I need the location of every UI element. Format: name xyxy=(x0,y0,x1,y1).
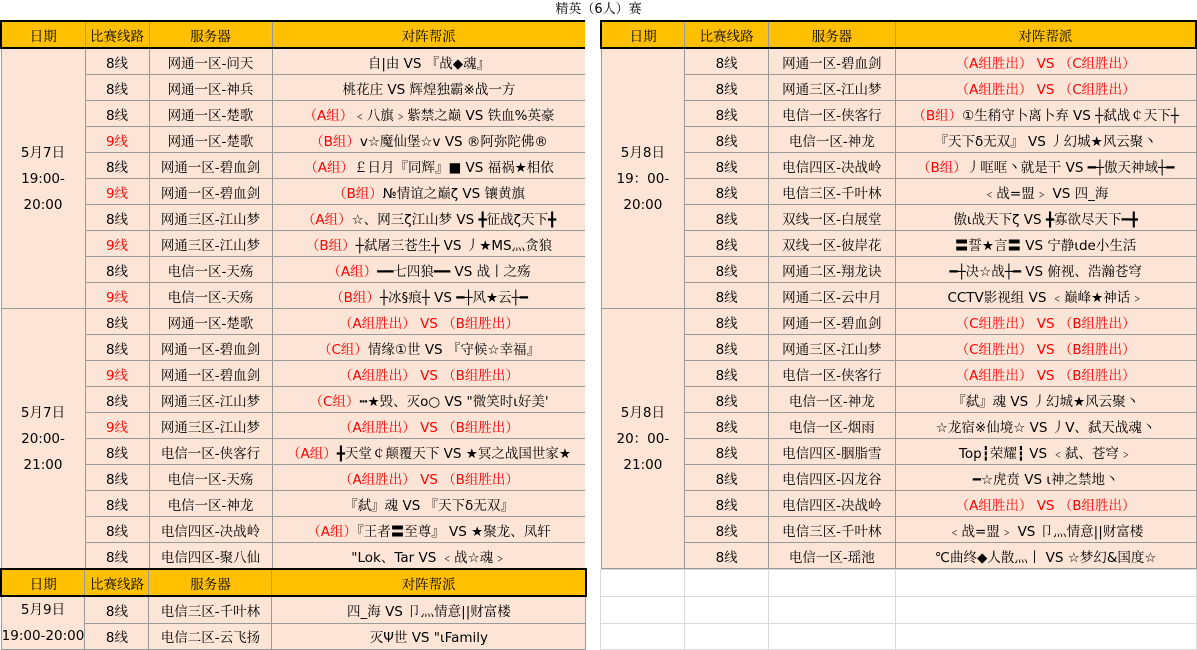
match-cell xyxy=(272,517,586,543)
empty-cell xyxy=(685,623,769,650)
table-row xyxy=(1,153,586,179)
date-line: 19：00- xyxy=(616,170,670,187)
table-row xyxy=(601,413,1196,439)
line-cell: 8线 xyxy=(85,491,149,517)
line-cell: 9线 xyxy=(85,231,149,257)
server-cell: 网通一区-楚歌 xyxy=(149,309,272,335)
match-group-label: （A组） xyxy=(307,523,357,540)
table-row xyxy=(1,75,586,101)
table-row xyxy=(1,127,586,153)
table-row xyxy=(601,75,1196,101)
line-cell: 9线 xyxy=(85,413,149,439)
date-line: 20:00 xyxy=(623,196,663,213)
match-cell: 灭Ψ世 VS "ιFamily xyxy=(272,623,586,650)
match-group-label: （A组） xyxy=(303,107,354,124)
table-row xyxy=(1,179,586,205)
table-row xyxy=(1,491,586,517)
match-teams: ﹤八旗﹥紫禁之巅 VS 铁血%英豪 xyxy=(353,107,555,124)
line-cell: 8线 xyxy=(685,309,769,335)
line-cell: 8线 xyxy=(85,335,149,361)
match-cell: Top┇荣耀┇ VS ﹤弑、苍穹﹥ xyxy=(895,439,1196,465)
table-row xyxy=(601,309,1196,335)
match-group-label: （B组） xyxy=(330,289,380,306)
right-table-body xyxy=(601,48,1196,569)
match-group-label: （A组） xyxy=(304,159,354,176)
date-line: 21:00 xyxy=(23,456,63,473)
server-cell: 电信一区-侠客行 xyxy=(768,361,895,387)
match-cell: （A组胜出） VS （B组胜出） xyxy=(272,465,586,491)
line-cell: 8线 xyxy=(685,179,769,205)
table-row xyxy=(1,231,586,257)
header-server: 服务器 xyxy=(768,21,895,48)
match-teams: 丿哐哐丶就是干 VS ━┼傲天神域┼━ xyxy=(966,159,1175,176)
line-cell: 9线 xyxy=(85,179,149,205)
match-cell: "Lok、Tar VS ﹤战☆魂﹥ xyxy=(272,543,586,569)
line-cell: 8线 xyxy=(85,596,149,623)
table-row xyxy=(601,517,1196,543)
match-cell xyxy=(272,231,586,257)
match-teams: №情谊之巅ζ VS 镶黄旗 xyxy=(382,185,526,202)
server-cell: 电信一区-侠客行 xyxy=(768,101,895,127)
line-cell: 8线 xyxy=(685,465,769,491)
date-line: 5月7日 xyxy=(20,404,66,421)
empty-cell xyxy=(896,596,1197,623)
line-cell: 8线 xyxy=(685,48,769,75)
match-cell: （C组胜出） VS （B组胜出） xyxy=(895,309,1196,335)
date-line: 5月7日 xyxy=(20,144,66,161)
match-teams: 情缘①世 VS 『守候☆幸福』 xyxy=(367,341,541,358)
header-date: 日期 xyxy=(1,21,85,48)
match-cell: （A组胜出） VS （C组胜出） xyxy=(895,75,1196,101)
table-row xyxy=(1,517,586,543)
table-row xyxy=(601,153,1196,179)
server-cell: 电信一区-神龙 xyxy=(768,387,895,413)
match-cell: ━┼决☆战┼━ VS 俯视、浩瀚苍穹 xyxy=(895,257,1196,283)
match-teams: v☆魔仙堡☆v VS ®阿弥陀佛® xyxy=(359,133,548,150)
server-cell: 电信一区-烟雨 xyxy=(768,413,895,439)
match-cell: 『弑』魂 VS 『天下δ无双』 xyxy=(272,491,586,517)
line-cell: 8线 xyxy=(85,101,149,127)
header-date: 日期 xyxy=(1,569,85,596)
table-header-row xyxy=(1,21,586,48)
match-cell xyxy=(272,335,586,361)
server-cell: 电信一区-侠客行 xyxy=(149,439,272,465)
match-cell: ━☆虎贲 VS ι神之禁地丶 xyxy=(895,465,1196,491)
right-schedule-panel xyxy=(600,20,1197,569)
table-row xyxy=(601,465,1196,491)
server-cell: 电信一区-天殇 xyxy=(149,283,272,309)
date-line: 5月8日 xyxy=(620,144,665,161)
table-row xyxy=(601,283,1196,309)
header-date: 日期 xyxy=(601,21,685,48)
server-cell: 网通一区-碧血剑 xyxy=(768,309,895,335)
match-cell xyxy=(895,101,1196,127)
server-cell: 电信四区-胭脂雪 xyxy=(768,439,895,465)
server-cell: 网通一区-神兵 xyxy=(149,75,272,101)
empty-cell xyxy=(769,596,896,623)
table-row xyxy=(601,48,1196,75)
line-cell: 8线 xyxy=(85,309,149,335)
table-row xyxy=(601,231,1196,257)
table-row xyxy=(601,127,1196,153)
match-cell xyxy=(895,153,1196,179)
empty-cell xyxy=(685,596,769,623)
header-line: 比赛线路 xyxy=(85,21,149,48)
match-cell xyxy=(272,387,586,413)
server-cell: 网通一区-碧血剑 xyxy=(149,335,272,361)
table-row xyxy=(1,205,586,231)
table-row xyxy=(1,596,1197,623)
match-cell xyxy=(272,179,586,205)
server-cell: 电信三区-千叶林 xyxy=(768,517,895,543)
server-cell: 电信四区-决战岭 xyxy=(768,491,895,517)
date-line: 19:00- xyxy=(21,170,65,187)
server-cell: 电信三区-千叶林 xyxy=(149,596,272,623)
server-cell: 网通三区-江山梦 xyxy=(149,205,272,231)
line-cell: 8线 xyxy=(685,491,769,517)
table-row xyxy=(1,335,586,361)
date-line: 20：00- xyxy=(616,430,670,447)
server-cell: 网通一区-碧血剑 xyxy=(149,361,272,387)
line-cell: 8线 xyxy=(85,543,149,569)
match-cell xyxy=(272,127,586,153)
server-cell: 网通一区-问天 xyxy=(149,48,272,75)
table-row xyxy=(1,623,1197,650)
table-row xyxy=(601,543,1196,569)
header-match: 对阵帮派 xyxy=(895,21,1196,48)
match-group-label: （B组） xyxy=(917,159,967,176)
line-cell: 8线 xyxy=(85,75,149,101)
table-header-row xyxy=(1,569,1197,596)
table-header-row xyxy=(601,21,1196,48)
table-row xyxy=(1,257,586,283)
header-server: 服务器 xyxy=(149,569,272,596)
date-line: 20:00 xyxy=(23,196,63,213)
table-row xyxy=(1,309,586,335)
match-cell xyxy=(272,283,586,309)
bottom-date-cell xyxy=(1,596,85,650)
line-cell: 8线 xyxy=(85,623,149,650)
line-cell: 9线 xyxy=(85,283,149,309)
server-cell: 电信一区-瑶池 xyxy=(768,543,895,569)
server-cell: 电信四区-囚龙谷 xyxy=(768,465,895,491)
match-teams: ①生稍守卜离卜弃 VS ┼弑战￠天下┼ xyxy=(962,107,1179,124)
match-group-label: （B组） xyxy=(310,133,360,150)
line-cell: 8线 xyxy=(85,517,149,543)
match-cell: （C组胜出） VS （B组胜出） xyxy=(895,335,1196,361)
match-group-label: （A组） xyxy=(287,445,337,462)
table-row xyxy=(601,361,1196,387)
match-cell: 『天下δ无双』 VS 丿幻城★风云聚丶 xyxy=(895,127,1196,153)
table-row xyxy=(601,179,1196,205)
line-cell: 8线 xyxy=(85,48,149,75)
match-teams: ━━七四狼━━ VS 战丨之殇 xyxy=(377,263,531,280)
line-cell: 8线 xyxy=(85,205,149,231)
match-cell xyxy=(272,101,586,127)
table-row xyxy=(1,439,586,465)
bottom-schedule-panel xyxy=(0,568,1197,650)
line-cell: 8线 xyxy=(685,517,769,543)
line-cell: 8线 xyxy=(685,439,769,465)
line-cell: 8线 xyxy=(685,387,769,413)
server-cell: 网通三区-江山梦 xyxy=(149,387,272,413)
table-row xyxy=(601,439,1196,465)
match-group-label: （C组） xyxy=(309,393,360,410)
bottom-schedule-table xyxy=(0,568,1197,650)
match-cell: （A组胜出） VS （B组胜出） xyxy=(895,361,1196,387)
server-cell: 电信二区-云飞扬 xyxy=(149,623,272,650)
gap-cell xyxy=(586,623,601,650)
server-cell: 双线一区-白展堂 xyxy=(768,205,895,231)
match-teams: 『王者〓至尊』 VS ★聚龙、凤轩 xyxy=(357,523,551,540)
server-cell: 网通三区-江山梦 xyxy=(149,413,272,439)
match-group-label: （A组） xyxy=(301,211,352,228)
server-cell: 网通三区-江山梦 xyxy=(149,231,272,257)
line-cell: 8线 xyxy=(685,257,769,283)
table-row xyxy=(1,283,586,309)
table-row xyxy=(1,48,586,75)
empty-cell xyxy=(896,623,1197,650)
date-line: 5月9日 xyxy=(20,602,66,618)
line-cell: 8线 xyxy=(85,387,149,413)
server-cell: 网通二区-云中月 xyxy=(768,283,895,309)
match-teams: ┼冰§痕┼ VS ━┼风★云┼━ xyxy=(379,289,528,306)
match-teams: ☆、网三ζ江山梦 VS ╋征战ζ天下╋ xyxy=(351,211,557,228)
left-date-cell-0 xyxy=(1,48,85,309)
match-group-label: （C组） xyxy=(317,341,368,358)
table-row xyxy=(1,413,586,439)
table-row xyxy=(601,205,1196,231)
header-line: 比赛线路 xyxy=(85,569,149,596)
match-teams: ┼弑屠三苍生┼ VS 丿★MS灬贪狼 xyxy=(355,237,553,254)
match-cell xyxy=(272,153,586,179)
empty-cell xyxy=(769,623,896,650)
date-line: 20:00- xyxy=(21,430,65,447)
match-group-label: （B组） xyxy=(305,237,356,254)
gap-cell xyxy=(586,596,601,623)
table-row xyxy=(601,491,1196,517)
server-cell: 网通二区-翔龙诀 xyxy=(768,257,895,283)
match-cell xyxy=(272,257,586,283)
bottom-table-body xyxy=(1,596,1197,650)
server-cell: 网通一区-碧血剑 xyxy=(149,179,272,205)
line-cell: 8线 xyxy=(85,465,149,491)
line-cell: 8线 xyxy=(685,335,769,361)
server-cell: 网通一区-楚歌 xyxy=(149,127,272,153)
server-cell: 电信三区-千叶林 xyxy=(768,179,895,205)
server-cell: 网通一区-楚歌 xyxy=(149,101,272,127)
right-date-cell-1 xyxy=(601,309,685,569)
server-cell: 网通一区-碧血剑 xyxy=(768,48,895,75)
line-cell: 8线 xyxy=(685,413,769,439)
empty-cell xyxy=(601,623,685,650)
server-cell: 电信四区-决战岭 xyxy=(149,517,272,543)
server-cell: 电信一区-天殇 xyxy=(149,257,272,283)
table-row xyxy=(601,101,1196,127)
server-cell: 双线一区-彼岸花 xyxy=(768,231,895,257)
header-server: 服务器 xyxy=(149,21,272,48)
date-line: 19:00-20:00 xyxy=(1,628,85,644)
line-cell: 8线 xyxy=(85,439,149,465)
server-cell: 电信四区-决战岭 xyxy=(768,153,895,179)
match-cell: 四_海 VS 卩灬情意||财富楼 xyxy=(272,596,586,623)
match-teams: ╋天堂￠颠覆天下 VS ★冥之战国世家★ xyxy=(336,445,571,462)
table-row xyxy=(1,101,586,127)
header-match: 对阵帮派 xyxy=(272,21,586,48)
table-row xyxy=(1,361,586,387)
table-row xyxy=(601,335,1196,361)
match-cell: ﹤战=盟﹥ VS 四_海 xyxy=(895,179,1196,205)
match-cell: 『弑』魂 VS 丿幻城★风云聚丶 xyxy=(895,387,1196,413)
match-cell: （A组胜出） VS （B组胜出） xyxy=(272,361,586,387)
match-cell: 桃花庄 VS 辉煌独霸※战一方 xyxy=(272,75,586,101)
line-cell: 8线 xyxy=(685,283,769,309)
server-cell: 电信一区-天殇 xyxy=(149,465,272,491)
line-cell: 9线 xyxy=(85,361,149,387)
table-row xyxy=(1,387,586,413)
match-cell: （A组胜出） VS （B组胜出） xyxy=(272,309,586,335)
match-cell: 〓誓★言〓 VS 宁静ιde小生活 xyxy=(895,231,1196,257)
date-line: 21:00 xyxy=(623,456,663,473)
line-cell: 8线 xyxy=(685,205,769,231)
left-table-body xyxy=(1,48,586,569)
match-group-label: （B组） xyxy=(332,185,383,202)
table-row xyxy=(1,543,586,569)
match-teams: ┅★毁、灭o○ VS "微笑时ι好美' xyxy=(359,393,549,410)
match-cell: 自|由 VS 『战◆魂』 xyxy=(272,48,586,75)
panel-separator xyxy=(585,20,600,648)
line-cell: 8线 xyxy=(85,153,149,179)
match-cell: ☆龙宿※仙境☆ VS 丿V、弑天战魂丶 xyxy=(895,413,1196,439)
server-cell: 网通一区-碧血剑 xyxy=(149,153,272,179)
match-cell xyxy=(272,439,586,465)
match-group-label: （B组） xyxy=(912,107,963,124)
match-cell: 傲ι战天下ζ VS ╋寡欲尽天下━╋ xyxy=(895,205,1196,231)
match-cell: （A组胜出） VS （B组胜出） xyxy=(272,413,586,439)
left-schedule-panel xyxy=(0,20,587,569)
line-cell: 8线 xyxy=(685,127,769,153)
left-date-cell-1 xyxy=(1,309,85,569)
server-cell: 电信四区-聚八仙 xyxy=(149,543,272,569)
table-row xyxy=(1,465,586,491)
match-cell: （A组胜出） VS （C组胜出） xyxy=(895,48,1196,75)
header-line: 比赛线路 xyxy=(685,21,769,48)
match-group-label: （A组） xyxy=(327,263,378,280)
left-schedule-table xyxy=(0,20,587,569)
header-match: 对阵帮派 xyxy=(272,569,586,596)
match-cell: CCTV影视组 VS ﹤巅峰★神话﹥ xyxy=(895,283,1196,309)
line-cell: 8线 xyxy=(685,543,769,569)
table-row xyxy=(601,387,1196,413)
table-row xyxy=(601,257,1196,283)
server-cell: 电信一区-神龙 xyxy=(149,491,272,517)
right-date-cell-0 xyxy=(601,48,685,309)
match-cell: ﹤战=盟﹥ VS 卩灬情意||财富楼 xyxy=(895,517,1196,543)
server-cell: 电信一区-神龙 xyxy=(768,127,895,153)
date-line: 5月8日 xyxy=(620,404,665,421)
empty-cell xyxy=(601,596,685,623)
match-cell xyxy=(272,205,586,231)
line-cell: 8线 xyxy=(685,361,769,387)
line-cell: 8线 xyxy=(685,231,769,257)
line-cell: 9线 xyxy=(85,127,149,153)
line-cell: 8线 xyxy=(685,101,769,127)
server-cell: 网通三区-江山梦 xyxy=(768,335,895,361)
server-cell: 网通三区-江山梦 xyxy=(768,75,895,101)
page-title: 精英（6人）赛 xyxy=(555,2,642,17)
line-cell: 8线 xyxy=(685,153,769,179)
line-cell: 8线 xyxy=(685,75,769,101)
right-schedule-table xyxy=(600,20,1197,569)
match-teams: ￡日月『同辉』■ VS 福祸★相依 xyxy=(354,159,554,176)
match-cell: （A组胜出） VS （B组胜出） xyxy=(895,491,1196,517)
match-cell: ℃曲终◆人散灬丨 VS ☆梦幻&国度☆ xyxy=(895,543,1196,569)
line-cell: 8线 xyxy=(85,257,149,283)
